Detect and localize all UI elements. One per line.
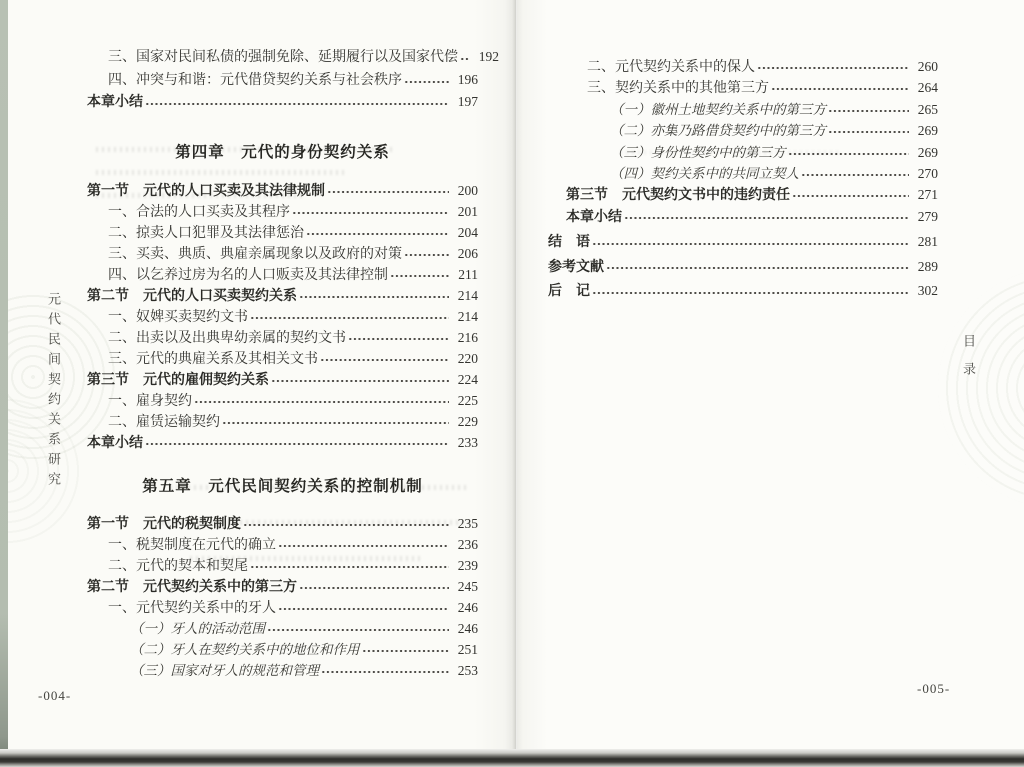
toc-entry-label: （一）徽州土地契约关系中的第三方	[610, 101, 826, 117]
dot-leader	[278, 534, 449, 555]
dot-leader	[606, 255, 909, 279]
toc-entry	[548, 56, 938, 77]
dot-leader	[771, 77, 909, 98]
toc-page-number: 229	[457, 414, 478, 430]
toc-page-number: 225	[457, 393, 478, 409]
toc-entry-label: 一、雇身契约	[108, 394, 192, 410]
toc-entry-label: 一、元代契约关系中的牙人	[108, 601, 276, 617]
toc-entry	[87, 639, 478, 660]
toc-entry-label: 第一节 元代的税契制度	[87, 517, 241, 533]
toc-entry	[87, 513, 478, 534]
toc-entry	[548, 206, 938, 227]
dot-leader	[592, 230, 909, 254]
toc-entry	[87, 618, 478, 639]
toc-page-number: 253	[457, 663, 478, 679]
toc-entry-label: 参考文献	[548, 259, 604, 275]
dot-leader	[194, 390, 449, 411]
toc-entry-label: （四）契约关系中的共同立契人	[610, 165, 799, 181]
toc-page-number: 270	[917, 165, 938, 181]
toc-entry	[87, 576, 478, 597]
toc-entry-label: （三）身份性契约中的第三方	[610, 144, 786, 160]
toc-entry-label: 二、元代的契本和契尾	[108, 559, 248, 575]
toc-entry-label: （三）国家对牙人的规范和管理	[130, 663, 319, 679]
toc-page-number: 196	[457, 71, 478, 87]
toc-page-number: 239	[457, 558, 478, 574]
running-head-toc-label: 目录	[961, 334, 976, 390]
toc-page-number: 200	[457, 183, 478, 199]
toc-entry	[548, 230, 938, 254]
toc-entry	[548, 279, 938, 303]
toc-entry-label: 二、元代契约关系中的保人	[587, 60, 755, 75]
toc-entry-label: （一）牙人的活动范围	[130, 621, 265, 637]
toc-entry	[87, 201, 478, 222]
toc-entry	[87, 534, 478, 555]
toc-entry-label: 本章小结	[87, 436, 143, 452]
toc-entry-label: 本章小结	[566, 209, 622, 225]
toc-entry	[548, 184, 938, 205]
dot-leader	[792, 184, 909, 205]
toc-entry-label: 三、国家对民间私债的强制免除、延期履行以及国家代偿	[108, 50, 458, 65]
toc-column-left	[87, 46, 499, 681]
toc-entry	[548, 163, 938, 184]
toc-page-number: 224	[457, 372, 478, 388]
toc-page-number: 211	[458, 267, 478, 283]
toc-entry-label: 三、元代的典雇关系及其相关文书	[108, 352, 318, 368]
toc-page-number: 245	[457, 579, 478, 595]
dot-leader	[327, 180, 449, 201]
toc-page-number: 265	[917, 101, 938, 117]
dot-leader	[250, 306, 449, 327]
toc-page-number: 281	[917, 234, 938, 250]
toc-entry-label: 本章小结	[87, 95, 143, 111]
dot-leader	[828, 99, 909, 120]
toc-entry	[87, 597, 478, 618]
dot-leader	[801, 163, 909, 184]
toc-entry	[548, 142, 938, 163]
toc-page-number: 279	[917, 208, 938, 224]
toc-page-number: 251	[457, 642, 478, 658]
toc-entry-label: 四、以乞养过房为名的人口贩卖及其法律控制	[108, 268, 388, 284]
dot-leader	[404, 69, 449, 92]
toc-entry	[87, 46, 499, 69]
toc-page-number: 201	[457, 204, 478, 220]
toc-entry	[87, 222, 478, 243]
toc-entry	[87, 327, 478, 348]
toc-entry-label: 一、税契制度在元代的确立	[108, 538, 276, 554]
toc-entry	[87, 91, 478, 114]
toc-page-number: 269	[917, 123, 938, 139]
toc-entry-label: 一、奴婢买卖契约文书	[108, 310, 248, 326]
toc-entry	[87, 411, 478, 432]
toc-column-right	[548, 56, 938, 303]
cover-edge-strip	[0, 0, 8, 767]
toc-entry	[87, 285, 478, 306]
toc-entry-label: 二、出卖以及出典卑幼亲属的契约文书	[108, 331, 346, 347]
chapter-heading: 第四章 元代的身份契约关系	[175, 144, 390, 162]
dot-leader	[299, 576, 449, 597]
toc-entry	[87, 243, 478, 264]
toc-page-number: 197	[457, 94, 478, 110]
page-gutter-shadow	[505, 0, 523, 753]
dot-leader	[828, 120, 909, 141]
toc-entry	[87, 660, 478, 681]
toc-page-number: 260	[917, 59, 938, 74]
dot-leader	[306, 222, 449, 243]
dot-leader	[267, 618, 449, 639]
dot-leader	[278, 597, 449, 618]
toc-entry-label: 四、冲突与和谐：元代借贷契约关系与社会秩序	[108, 72, 402, 88]
dot-leader	[243, 513, 449, 534]
toc-entry	[548, 255, 938, 279]
toc-entry-label: （二）牙人在契约关系中的地位和作用	[130, 642, 360, 658]
dot-leader	[145, 91, 449, 114]
dot-leader	[348, 327, 449, 348]
dot-leader	[624, 206, 909, 227]
toc-page-number: 220	[457, 351, 478, 367]
chapter-heading: 第五章 元代民间契约关系的控制机制	[142, 478, 423, 496]
dot-leader	[321, 660, 449, 681]
toc-entry	[87, 306, 478, 327]
toc-page-number: 302	[917, 283, 938, 299]
dot-leader	[757, 56, 909, 77]
toc-entry	[87, 69, 478, 92]
toc-page-number: 214	[457, 309, 478, 325]
toc-page-number: 264	[917, 80, 938, 96]
toc-page-number: 289	[917, 258, 938, 274]
page-number-right: -005-	[917, 681, 951, 696]
dot-leader	[299, 285, 449, 306]
toc-entry	[548, 77, 938, 98]
dot-leader	[145, 432, 449, 453]
toc-entry-label: 第三节 元代契约文书中的违约责任	[566, 188, 790, 204]
dot-leader	[271, 369, 449, 390]
toc-entry	[548, 99, 938, 120]
toc-entry-label: （二）亦集乃路借贷契约中的第三方	[610, 123, 826, 139]
dot-leader	[222, 411, 449, 432]
dot-leader	[390, 264, 449, 285]
toc-entry-label: 第二节 元代的人口买卖契约关系	[87, 289, 297, 305]
toc-entry-label: 三、契约关系中的其他第三方	[587, 81, 769, 97]
toc-entry	[87, 555, 478, 576]
toc-page-number: 204	[457, 225, 478, 241]
dot-leader	[460, 46, 470, 69]
toc-entry-label: 后 记	[548, 284, 590, 300]
toc-page-number: 192	[478, 49, 499, 64]
toc-entry-label: 三、买卖、典质、典雇亲属现象以及政府的对策	[108, 247, 402, 263]
dot-leader	[788, 142, 910, 163]
toc-entry-label: 第二节 元代契约关系中的第三方	[87, 580, 297, 596]
page-gutter-line	[515, 0, 516, 753]
dot-leader	[362, 639, 450, 660]
toc-page-number: 214	[457, 288, 478, 304]
toc-entry	[87, 264, 478, 285]
toc-page-number: 233	[457, 435, 478, 451]
toc-entry-label: 二、掠卖人口犯罪及其法律惩治	[108, 226, 304, 242]
toc-page-number: 269	[917, 144, 938, 160]
toc-page-number: 246	[457, 600, 478, 616]
toc-entry	[87, 348, 478, 369]
toc-entry	[548, 120, 938, 141]
dot-leader	[292, 201, 449, 222]
toc-page-number: 206	[457, 246, 478, 262]
toc-page-number: 246	[457, 621, 478, 637]
dot-leader	[320, 348, 449, 369]
toc-page-number: 216	[457, 330, 478, 346]
toc-entry-label: 第三节 元代的雇佣契约关系	[87, 373, 269, 389]
scan-bottom-edge	[0, 749, 1024, 767]
toc-entry	[87, 390, 478, 411]
book-title-vertical: 元代民间契约关系研究	[46, 292, 61, 492]
toc-entry	[87, 180, 478, 201]
dot-leader	[592, 279, 909, 303]
toc-entry-label: 二、雇赁运输契约	[108, 415, 220, 431]
toc-page-number: 236	[457, 537, 478, 553]
dot-leader	[404, 243, 449, 264]
toc-page-number: 235	[457, 516, 478, 532]
toc-entry	[87, 432, 478, 453]
toc-entry-label: 结 语	[548, 235, 590, 251]
toc-entry	[87, 369, 478, 390]
toc-entry-label: 一、合法的人口买卖及其程序	[108, 205, 290, 221]
page-number-left: -004-	[38, 688, 72, 703]
toc-page-number: 271	[917, 187, 938, 203]
dot-leader	[250, 555, 449, 576]
toc-entry-label: 第一节 元代的人口买卖及其法律规制	[87, 184, 325, 200]
